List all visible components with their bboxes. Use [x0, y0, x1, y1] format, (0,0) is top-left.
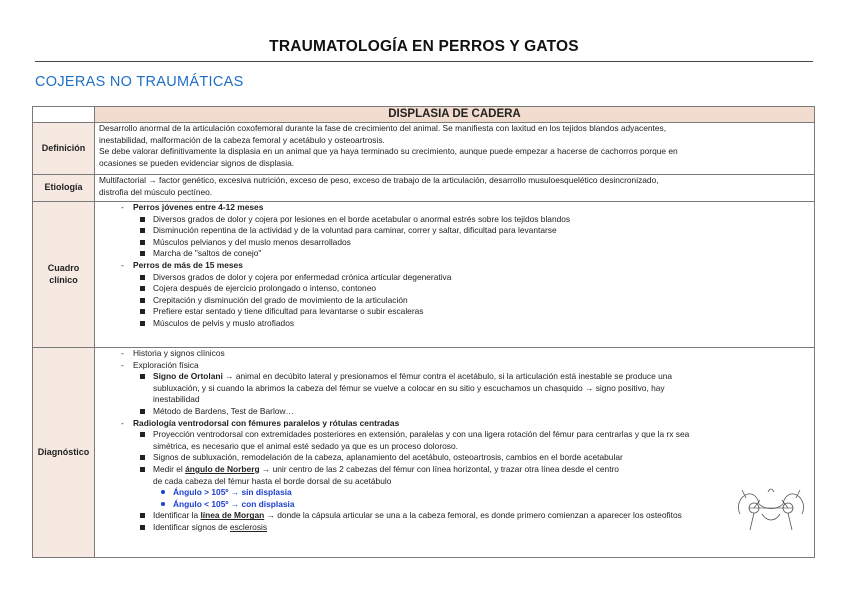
list-item-morgan	[99, 510, 810, 522]
group-adult-dogs	[99, 260, 810, 272]
norberg-line2: de cada cabeza del fémur hasta el borde dorsal de su acetábulo	[153, 475, 392, 486]
hip-xray-sketch-icon	[732, 484, 810, 532]
square-bullet-icon	[140, 240, 145, 245]
list-item	[99, 214, 810, 226]
bardens-text: Método de Bardens, Test de Barlow…	[153, 405, 294, 416]
header-corner	[33, 107, 95, 123]
definicion-line: Se debe valorar definitivamente la displasia en un animal que ya haya terminado su crecimiento, aunque puede empezar a hacerse de cachorros porque en	[99, 146, 678, 157]
square-bullet-icon	[140, 275, 145, 280]
square-bullet-icon	[140, 286, 145, 291]
list-item-text: Músculos de pelvis y muslo atrofiados	[153, 317, 295, 328]
morgan-post: → donde la cápsula articular se una a la cabeza femoral, es donde primero comienzan a aparecer los osteofitos	[264, 510, 682, 521]
section-heading: COJERAS NO TRAUMÁTICAS	[35, 74, 244, 90]
content-definicion	[95, 123, 815, 175]
label-etiologia: Etiología	[33, 175, 95, 202]
square-bullet-icon	[140, 455, 145, 460]
dash-bullet: -	[121, 202, 124, 212]
ortolani-line3: inestabilidad	[153, 394, 200, 405]
list-item	[99, 406, 810, 418]
list-item	[99, 318, 810, 330]
esclerosis-pre: Identificar signos de	[153, 521, 230, 532]
norberg-post: → unir centro de las 2 cabezas del fémur con línea horizontal, y trazar otra línea desde el centro	[259, 463, 619, 474]
list-item-esclerosis	[99, 522, 810, 534]
list-item-text: Diversos grados de dolor y cojera por lesiones en el borde acetabular o anormal estrés sobre los tejidos blandos	[153, 213, 571, 224]
radiologia-title: Radiología ventrodorsal con fémures paralelos y rótulas centradas	[133, 417, 400, 428]
content-cuadro-clinico	[95, 202, 815, 348]
square-bullet-icon	[140, 228, 145, 233]
definicion-line: inestabilidad, malformación de la cabeza femoral y acetábulo y osteoartrosis.	[99, 134, 385, 145]
list-item-text: Diversos grados de dolor y cojera por enfermedad crónica articular degenerativa	[153, 271, 452, 282]
square-bullet-icon	[140, 467, 145, 472]
document-title: TRAUMATOLOGÍA EN PERROS Y GATOS	[269, 38, 579, 55]
list-item-text: Músculos pelvianos y del muslo menos desarrollados	[153, 236, 351, 247]
label-cuadro-line2: clínico	[49, 274, 78, 285]
list-item-text: Prefiere estar sentado y tiene dificultad para levantarse o subir escaleras	[153, 306, 424, 317]
angulo-mayor: Ángulo > 105º → sin displasia	[173, 487, 292, 498]
norberg-pre: Medir el	[153, 463, 186, 474]
list-item	[99, 306, 810, 318]
list-item	[99, 283, 810, 295]
list-item-ortolani	[99, 371, 810, 406]
dash-bullet: -	[121, 259, 124, 270]
list-item	[99, 360, 810, 372]
list-item	[99, 429, 810, 452]
definicion-line: ocasiones se pueden evidenciar signos de displasia.	[99, 157, 295, 168]
list-item-text: Cojera después de ejercicio prolongado o intenso, contoneo	[153, 283, 377, 294]
title-divider	[35, 61, 813, 62]
row-definicion	[33, 123, 815, 175]
row-etiologia	[33, 175, 815, 202]
list-item	[99, 348, 810, 360]
list-item-angle	[99, 487, 810, 499]
square-bullet-icon	[140, 432, 145, 437]
label-cuadro-clinico	[33, 202, 95, 348]
norberg-term: ángulo de Norberg	[185, 463, 260, 474]
list-item-norberg	[99, 464, 810, 487]
label-cuadro-line1: Cuadro	[47, 262, 80, 273]
young-dogs-title: Perros jóvenes entre 4-12 meses	[133, 202, 264, 212]
group-young-dogs	[99, 202, 810, 214]
list-item	[99, 248, 810, 260]
table-header-row	[33, 107, 815, 123]
list-item-angle	[99, 499, 810, 511]
ortolani-title: Signo de Ortolani	[153, 371, 223, 382]
square-bullet-icon	[140, 217, 145, 222]
ortolani-line2: subluxación, y si cuando la abrimos la cabeza del fémur se vuelve a colocar en su sitio y escuchamos un chasquido → signo positivo, hay	[153, 382, 665, 393]
etiologia-line: distrofia del músculo pectíneo.	[99, 186, 213, 197]
exploracion-text: Exploración física	[133, 359, 199, 370]
dash-bullet: -	[121, 417, 124, 428]
proyeccion-line1: Proyección ventrodorsal con extremidades posteriores en extensión, paralelas y con una ligera rotación del fémur para centrarlas y que la rx sea	[153, 429, 690, 440]
round-bullet-icon	[161, 490, 165, 494]
dash-bullet: -	[121, 348, 124, 358]
dysplasia-table	[32, 106, 815, 558]
content-etiologia	[95, 175, 815, 202]
square-bullet-icon	[140, 513, 145, 518]
square-bullet-icon	[140, 309, 145, 314]
dash-bullet: -	[121, 359, 124, 370]
list-item-text: Crepitación y disminución del grado de movimiento de la articulación	[153, 294, 408, 305]
adult-dogs-title: Perros de más de 15 meses	[133, 259, 243, 270]
label-definicion: Definición	[33, 123, 95, 175]
list-item-text: Marcha de "saltos de conejo"	[153, 248, 262, 259]
table-header: DISPLASIA DE CADERA	[95, 107, 815, 123]
list-item	[99, 418, 810, 430]
square-bullet-icon	[140, 525, 145, 530]
esclerosis-term: esclerosis	[229, 521, 268, 532]
row-diagnostico	[33, 348, 815, 558]
square-bullet-icon	[140, 374, 145, 379]
list-item	[99, 452, 810, 464]
square-bullet-icon	[140, 251, 145, 256]
square-bullet-icon	[140, 409, 145, 414]
round-bullet-icon	[161, 502, 165, 506]
content-diagnostico	[95, 348, 815, 558]
list-item	[99, 272, 810, 284]
square-bullet-icon	[140, 321, 145, 326]
morgan-term: línea de Morgan	[200, 510, 265, 521]
proyeccion-line2: simétrica, es necesario que el animal esté sedado ya que es un proceso doloroso.	[153, 440, 458, 451]
angulo-menor: Ángulo < 105º → con displasia	[173, 498, 295, 509]
definicion-line: Desarrollo anormal de la articulación coxofemoral durante la fase de crecimiento del animal. Se manifiesta con laxitud en los tejidos blandos adyacentes,	[99, 123, 667, 133]
ortolani-line1: → animal en decúbito lateral y presionamos el fémur contra el acetábulo, si la articulación está inestable se produce una	[222, 371, 673, 382]
row-cuadro-clinico	[33, 202, 815, 348]
label-diagnostico: Diagnóstico	[33, 348, 95, 558]
list-item	[99, 295, 810, 307]
signos-text: Signos de subluxación, remodelación de la cabeza, aplanamiento del acetábulo, osteoartrosis, cambios en el borde acetabular	[153, 452, 623, 463]
historia-text: Historia y signos clínicos	[133, 348, 225, 358]
list-item	[99, 237, 810, 249]
square-bullet-icon	[140, 298, 145, 303]
morgan-pre: Identificar la	[153, 510, 201, 521]
list-item	[99, 225, 810, 237]
list-item-text: Disminución repentina de la actividad y de la voluntad para caminar, correr y saltar, dificultad para levantarse	[153, 225, 557, 236]
etiologia-line: Multifactorial → factor genético, excesiva nutrición, exceso de peso, exceso de trabajo de la articulación, desarrollo musuloesquelético desincronizado,	[99, 175, 659, 185]
